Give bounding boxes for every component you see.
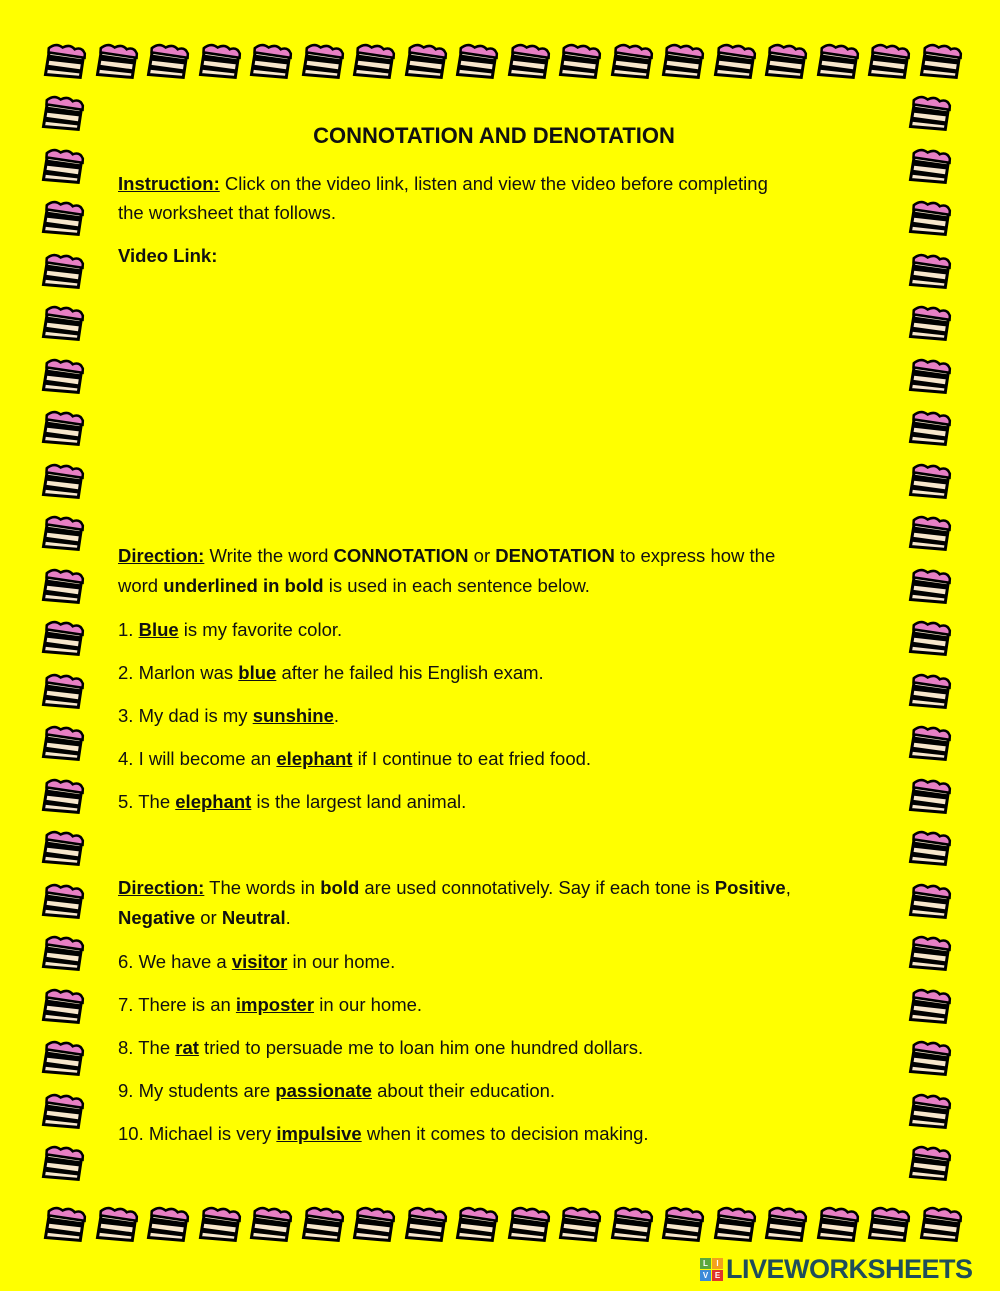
text: , [785, 877, 791, 898]
target-word: blue [238, 662, 277, 683]
cake-icon [92, 40, 142, 86]
cake-icon [607, 40, 657, 86]
cake-icon [905, 985, 955, 1031]
cake-icon [38, 145, 88, 191]
cake-icon [38, 880, 88, 926]
text: Write the word [204, 545, 334, 566]
sentence-text: 5. The [118, 791, 176, 812]
cake-icon [916, 40, 966, 86]
direction-2-line-2 [118, 907, 291, 929]
instruction-line-1 [118, 173, 768, 195]
text: word [118, 575, 164, 596]
cake-icon [658, 1203, 708, 1249]
cake-icon [555, 1203, 605, 1249]
cake-icon [246, 1203, 296, 1249]
cake-icon [813, 1203, 863, 1249]
cake-icon [905, 932, 955, 978]
cake-icon [38, 1090, 88, 1136]
logo-letter: I [712, 1258, 723, 1269]
cake-icon [195, 40, 245, 86]
cake-icon [38, 302, 88, 348]
sentence-text: about their education. [371, 1080, 556, 1101]
sentence-text: is the largest land animal. [251, 791, 467, 812]
instruction-line-2: the worksheet that follows. [118, 202, 336, 223]
cake-icon [40, 40, 90, 86]
cake-icon [143, 1203, 193, 1249]
cake-icon [916, 1203, 966, 1249]
sentence-text: 10. Michael is very [118, 1123, 277, 1144]
cake-icon [38, 932, 88, 978]
target-word: imposter [235, 994, 315, 1015]
cake-icon [298, 1203, 348, 1249]
cake-icon [38, 670, 88, 716]
cake-icon [38, 407, 88, 453]
direction-1-line-1 [118, 545, 775, 567]
cake-icon [905, 355, 955, 401]
cake-icon [710, 1203, 760, 1249]
text: . [285, 907, 291, 928]
cake-icon [298, 40, 348, 86]
text: or [468, 545, 496, 566]
cake-icon [905, 1037, 955, 1083]
video-link-label: Video Link: [118, 245, 218, 266]
cake-icon [905, 565, 955, 611]
sentence-text: 7. There is an [118, 994, 236, 1015]
cake-icon [38, 197, 88, 243]
sentence-text: 3. My dad is my [118, 705, 253, 726]
text: Positive [714, 877, 786, 898]
logo-letter: V [700, 1270, 711, 1281]
sentence-text: 8. The [118, 1037, 176, 1058]
cake-icon [813, 40, 863, 86]
target-word: visitor [231, 951, 288, 972]
direction-2-line-1 [118, 877, 791, 899]
sentence-text: after he failed his English exam. [276, 662, 544, 683]
cake-icon [38, 355, 88, 401]
page-title: CONNOTATION AND DENOTATION [313, 123, 675, 148]
cake-icon [195, 1203, 245, 1249]
instruction-text: Click on the video link, listen and view the video before completing [219, 173, 768, 194]
cake-icon [92, 1203, 142, 1249]
sentence-text: if I continue to eat fried food. [352, 748, 592, 769]
cake-icon [504, 1203, 554, 1249]
cake-icon [38, 775, 88, 821]
sentence-item [118, 791, 466, 813]
cake-icon [864, 40, 914, 86]
cake-icon [905, 302, 955, 348]
direction-label: Direction: [118, 545, 205, 566]
text: to express how the [614, 545, 776, 566]
cake-icon [607, 1203, 657, 1249]
cake-icon [401, 40, 451, 86]
cake-icon [452, 1203, 502, 1249]
sentence-item [118, 1080, 555, 1102]
text: Negative [118, 907, 196, 928]
text: CONNOTATION [333, 545, 469, 566]
sentence-item [118, 994, 422, 1016]
sentence-item [118, 951, 395, 973]
sentence-item [118, 619, 342, 641]
cake-icon [905, 1090, 955, 1136]
cake-icon [40, 1203, 90, 1249]
target-word: elephant [276, 748, 353, 769]
cake-icon [349, 40, 399, 86]
cake-icon [38, 250, 88, 296]
cake-icon [38, 722, 88, 768]
liveworksheets-logo [700, 1254, 973, 1285]
cake-icon [38, 512, 88, 558]
cake-icon [905, 1142, 955, 1188]
sentence-item [118, 1037, 643, 1059]
cake-icon [38, 617, 88, 663]
sentence-text: in our home. [314, 994, 423, 1015]
cake-icon [905, 512, 955, 558]
direction-1-line-2 [118, 575, 590, 597]
cake-icon [658, 40, 708, 86]
cake-icon [38, 565, 88, 611]
cake-icon [905, 617, 955, 663]
text: underlined in bold [163, 575, 324, 596]
cake-icon [905, 145, 955, 191]
cake-icon [905, 722, 955, 768]
target-word: passionate [275, 1080, 372, 1101]
text: The words in [204, 877, 321, 898]
sentence-text: 2. Marlon was [118, 662, 239, 683]
text: Neutral [221, 907, 286, 928]
live-icon [700, 1258, 723, 1281]
target-word: Blue [138, 619, 179, 640]
direction-label: Direction: [118, 877, 205, 898]
cake-icon [905, 197, 955, 243]
instruction-label: Instruction: [118, 173, 220, 194]
cake-icon [905, 880, 955, 926]
sentence-item [118, 1123, 649, 1145]
cake-icon [38, 827, 88, 873]
text: or [195, 907, 222, 928]
text: DENOTATION [495, 545, 615, 566]
cake-icon [38, 985, 88, 1031]
video-link-area[interactable] [118, 275, 858, 525]
logo-letter: E [712, 1270, 723, 1281]
cake-icon [864, 1203, 914, 1249]
cake-icon [905, 407, 955, 453]
target-word: sunshine [252, 705, 334, 726]
sentence-text: . [333, 705, 340, 726]
cake-icon [246, 40, 296, 86]
text: are used connotatively. Say if each tone is [359, 877, 715, 898]
cake-icon [761, 40, 811, 86]
cake-icon [38, 460, 88, 506]
cake-icon [38, 1037, 88, 1083]
cake-icon [504, 40, 554, 86]
cake-icon [905, 775, 955, 821]
target-word: impulsive [276, 1123, 362, 1144]
cake-icon [905, 460, 955, 506]
cake-icon [710, 40, 760, 86]
cake-icon [38, 1142, 88, 1188]
cake-icon [401, 1203, 451, 1249]
sentence-text: 1. [118, 619, 139, 640]
cake-icon [905, 250, 955, 296]
text: is used in each sentence below. [323, 575, 590, 596]
sentence-text: is my favorite color. [178, 619, 343, 640]
cake-icon [452, 40, 502, 86]
sentence-item [118, 662, 544, 684]
text: bold [320, 877, 360, 898]
cake-icon [905, 670, 955, 716]
sentence-text: in our home. [287, 951, 396, 972]
sentence-item [118, 748, 591, 770]
target-word: rat [175, 1037, 199, 1058]
sentence-text: 6. We have a [118, 951, 232, 972]
logo-letter: L [700, 1258, 711, 1269]
cake-icon [555, 40, 605, 86]
target-word: elephant [175, 791, 252, 812]
sentence-text: 4. I will become an [118, 748, 277, 769]
sentence-text: when it comes to decision making. [361, 1123, 649, 1144]
cake-icon [143, 40, 193, 86]
cake-icon [349, 1203, 399, 1249]
sentence-text: tried to persuade me to loan him one hundred dollars. [198, 1037, 644, 1058]
logo-text: LIVEWORKSHEETS [726, 1254, 973, 1284]
sentence-text: 9. My students are [118, 1080, 276, 1101]
cake-icon [905, 827, 955, 873]
cake-icon [761, 1203, 811, 1249]
sentence-item [118, 705, 339, 727]
